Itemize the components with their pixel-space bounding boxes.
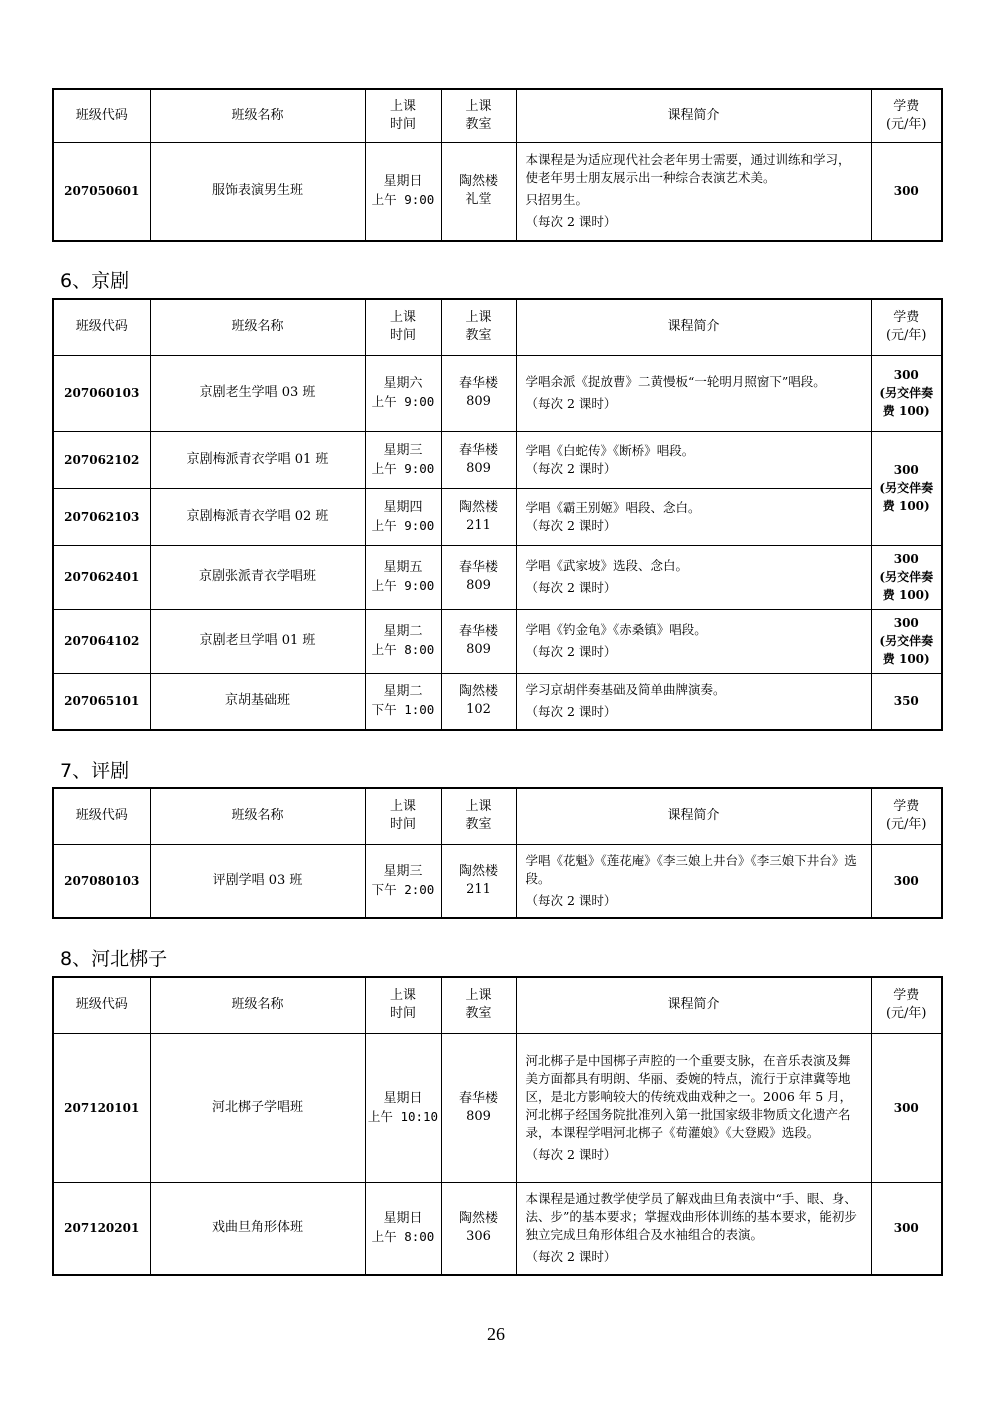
table-header-row <box>53 89 942 142</box>
page-number: 26 <box>487 1324 505 1344</box>
table-row <box>53 545 942 609</box>
header-code: 班级代码 <box>53 299 150 355</box>
header-fee: 学费 (元/年) <box>871 788 942 844</box>
class-room: 陶然楼 211 <box>441 844 516 918</box>
class-description: 河北梆子是中国梆子声腔的一个重要支脉，在音乐表演及舞美方面都具有明朗、华丽、委婉的特点，流行于京津冀等地区，是北方影响较大的传统戏曲戏种之一。2006 年 5 月，河北梆子经国务院批准列入第一批国家级非物质文化遗产名录，本课程学唱河北梆子《荀灌娘》《大登殿》选段。 （每次 2 课时） <box>516 1033 871 1182</box>
class-fee: 300 <box>871 844 942 918</box>
header-desc: 课程简介 <box>516 788 871 844</box>
class-name: 京剧老旦学唱 01 班 <box>150 609 365 673</box>
table-row <box>53 355 942 431</box>
table-row <box>53 431 942 488</box>
class-time: 星期四 上午 9:00 <box>365 488 441 545</box>
class-fee: 300 (另交伴奏 费 100) <box>871 431 942 545</box>
table-row <box>53 1033 942 1182</box>
class-room: 陶然楼 306 <box>441 1182 516 1275</box>
class-code: 207080103 <box>53 844 150 918</box>
header-room: 上课 教室 <box>441 89 516 142</box>
header-time: 上课 时间 <box>365 977 441 1033</box>
table-header-row <box>53 299 942 355</box>
class-name: 服饰表演男生班 <box>150 142 365 241</box>
class-name: 评剧学唱 03 班 <box>150 844 365 918</box>
course-table-peking-opera <box>52 298 943 731</box>
class-code: 207062103 <box>53 488 150 545</box>
class-fee: 300 <box>871 1033 942 1182</box>
class-name: 京剧梅派青衣学唱 01 班 <box>150 431 365 488</box>
class-room: 春华楼 809 <box>441 431 516 488</box>
table-row <box>53 673 942 730</box>
class-fee: 300 (另交伴奏 费 100) <box>871 355 942 431</box>
course-table-ping-opera <box>52 787 943 919</box>
table-header-row <box>53 788 942 844</box>
class-code: 207064102 <box>53 609 150 673</box>
class-code: 207062401 <box>53 545 150 609</box>
class-name: 京剧梅派青衣学唱 02 班 <box>150 488 365 545</box>
header-room: 上课 教室 <box>441 299 516 355</box>
header-desc: 课程简介 <box>516 89 871 142</box>
class-room: 春华楼 809 <box>441 545 516 609</box>
header-name: 班级名称 <box>150 89 365 142</box>
class-time: 星期六 上午 9:00 <box>365 355 441 431</box>
header-time: 上课 时间 <box>365 299 441 355</box>
class-name: 戏曲旦角形体班 <box>150 1182 365 1275</box>
class-time: 星期二 下午 1:00 <box>365 673 441 730</box>
class-time: 星期日 上午 8:00 <box>365 1182 441 1275</box>
class-description: 学唱《武家坡》选段、念白。 （每次 2 课时） <box>516 545 871 609</box>
class-time: 星期日 上午 10:10 <box>365 1033 441 1182</box>
class-fee: 300 <box>871 1182 942 1275</box>
class-room: 陶然楼 礼堂 <box>441 142 516 241</box>
class-code: 207120201 <box>53 1182 150 1275</box>
section-title-hebei-bangzi: 8、河北梆子 <box>60 948 168 970</box>
table-row <box>53 844 942 918</box>
class-description: 学唱余派《捉放曹》二黄慢板“一轮明月照窗下”唱段。 （每次 2 课时） <box>516 355 871 431</box>
class-code: 207060103 <box>53 355 150 431</box>
class-description: 本课程是为适应现代社会老年男士需要，通过训练和学习，使老年男士朋友展示出一种综合表演艺术美。 只招男生。 （每次 2 课时） <box>516 142 871 241</box>
header-room: 上课 教室 <box>441 788 516 844</box>
class-time: 星期二 上午 8:00 <box>365 609 441 673</box>
class-description: 学唱《白蛇传》《断桥》唱段。 （每次 2 课时） <box>516 431 871 488</box>
course-table-hebei-bangzi <box>52 976 943 1276</box>
class-code: 207062102 <box>53 431 150 488</box>
class-name: 京剧老生学唱 03 班 <box>150 355 365 431</box>
class-name: 京胡基础班 <box>150 673 365 730</box>
class-name: 京剧张派青衣学唱班 <box>150 545 365 609</box>
header-time: 上课 时间 <box>365 788 441 844</box>
class-description: 学唱《花魁》《莲花庵》《李三娘上井台》《李三娘下井台》选段。 （每次 2 课时） <box>516 844 871 918</box>
class-description: 本课程是通过教学使学员了解戏曲旦角表演中“手、眼、身、法、步”的基本要求；掌握戏曲形体训练的基本要求，能初步独立完成旦角形体组合及水袖组合的表演。 （每次 2 课时） <box>516 1182 871 1275</box>
class-fee: 300 <box>871 142 942 241</box>
header-fee: 学费 (元/年) <box>871 299 942 355</box>
header-fee: 学费 (元/年) <box>871 89 942 142</box>
header-room: 上课 教室 <box>441 977 516 1033</box>
table-row <box>53 142 942 241</box>
class-time: 星期三 上午 9:00 <box>365 431 441 488</box>
header-name: 班级名称 <box>150 977 365 1033</box>
class-fee: 350 <box>871 673 942 730</box>
table-row <box>53 488 942 545</box>
class-room: 陶然楼 102 <box>441 673 516 730</box>
header-desc: 课程简介 <box>516 299 871 355</box>
header-name: 班级名称 <box>150 299 365 355</box>
table-row <box>53 1182 942 1275</box>
class-code: 207050601 <box>53 142 150 241</box>
section-title-peking-opera: 6、京剧 <box>60 270 130 292</box>
class-code: 207120101 <box>53 1033 150 1182</box>
class-code: 207065101 <box>53 673 150 730</box>
table-header-row <box>53 977 942 1033</box>
class-time: 星期五 上午 9:00 <box>365 545 441 609</box>
table-row <box>53 609 942 673</box>
course-table-fashion <box>52 88 943 242</box>
header-desc: 课程简介 <box>516 977 871 1033</box>
class-description: 学习京胡伴奏基础及简单曲牌演奏。 （每次 2 课时） <box>516 673 871 730</box>
header-code: 班级代码 <box>53 788 150 844</box>
class-name: 河北梆子学唱班 <box>150 1033 365 1182</box>
class-fee: 300 (另交伴奏 费 100) <box>871 609 942 673</box>
section-title-ping-opera: 7、评剧 <box>60 760 130 782</box>
header-code: 班级代码 <box>53 977 150 1033</box>
class-time: 星期三 下午 2:00 <box>365 844 441 918</box>
class-room: 春华楼 809 <box>441 609 516 673</box>
class-time: 星期日 上午 9:00 <box>365 142 441 241</box>
header-name: 班级名称 <box>150 788 365 844</box>
class-room: 春华楼 809 <box>441 355 516 431</box>
header-fee: 学费 (元/年) <box>871 977 942 1033</box>
class-room: 陶然楼 211 <box>441 488 516 545</box>
header-code: 班级代码 <box>53 89 150 142</box>
header-time: 上课 时间 <box>365 89 441 142</box>
class-description: 学唱《钓金龟》《赤桑镇》唱段。 （每次 2 课时） <box>516 609 871 673</box>
class-description: 学唱《霸王别姬》唱段、念白。 （每次 2 课时） <box>516 488 871 545</box>
class-room: 春华楼 809 <box>441 1033 516 1182</box>
class-fee: 300 (另交伴奏 费 100) <box>871 545 942 609</box>
